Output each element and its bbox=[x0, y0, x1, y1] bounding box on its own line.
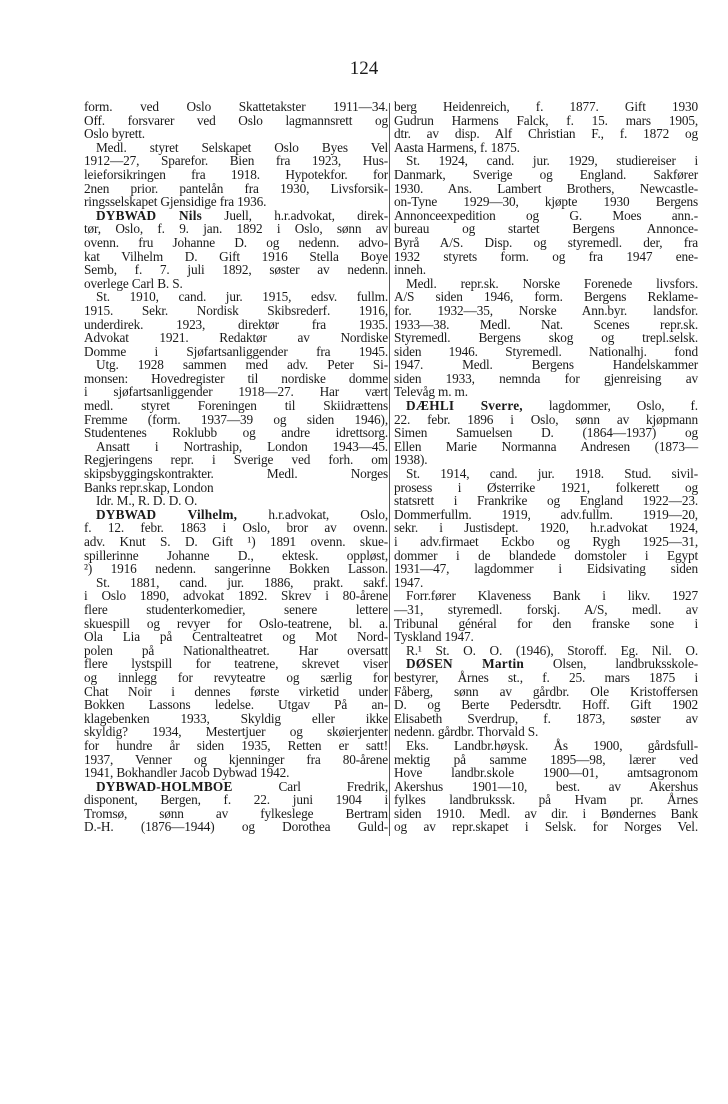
entry-name: DØSEN Martin bbox=[406, 656, 524, 672]
text-line: Fremme (form. 1937—39 og siden 1946), bbox=[84, 411, 388, 427]
entry-heading-dosen-martin bbox=[394, 657, 698, 671]
text-line: siden 1946. Styremedl. Nationalhj. fond bbox=[394, 343, 698, 359]
text-line: f. 12. febr. 1863 i Oslo, bror av ovenn. bbox=[84, 520, 388, 536]
text-line: 1915. Sekr. Nordisk Skibsrederf. 1916, bbox=[84, 302, 388, 318]
text-line: R.¹ St. O. O. (1946), Storoff. Eg. Nil. O. bbox=[406, 642, 698, 658]
text-line: skyldig? 1934, Mestertjuer og skøierjenter bbox=[84, 724, 388, 740]
text-line: og innlegg for revyteatre og særlig for bbox=[84, 669, 388, 685]
page-number: 124 bbox=[349, 58, 379, 79]
text-line: klagebenken 1933, Skyldig eller ikke bbox=[84, 710, 388, 726]
text-line: dtr. av disp. Alf Christian F., f. 1872 og bbox=[394, 126, 698, 142]
text-line: Oslo byrett. bbox=[84, 126, 145, 142]
entry-heading-rest: Carl Fredrik, bbox=[232, 778, 388, 794]
text-line: flere lystspill for teatrene, skrevet viser bbox=[84, 656, 388, 672]
entry-name: DYBWAD Vilhelm, bbox=[96, 506, 238, 522]
text-line: Forr.fører Klaveness Bank i likv. 1927 bbox=[406, 588, 698, 604]
text-line: dommer i de blandede domstoler i Egypt bbox=[394, 547, 698, 563]
text-line: polen på Nationaltheatret. Har oversatt bbox=[84, 642, 388, 658]
text-line: Tromsø, sønn av fylkeslege Bertram bbox=[84, 805, 388, 821]
text-line: —31, styremedl. forskj. A/S, medl. av bbox=[394, 601, 698, 617]
text-line: Hove landbr.skole 1900—01, amtsagronom bbox=[394, 765, 698, 781]
text-line: Utg. 1928 sammen med adv. Peter Si- bbox=[96, 357, 388, 373]
left-column bbox=[84, 100, 388, 834]
text-line: Advokat 1921. Redaktør av Nordiske bbox=[84, 330, 388, 346]
text-line: Chat Noir i dennes første virketid under bbox=[84, 683, 388, 699]
text-line: Eks. Landbr.høysk. Ås 1900, gårdsfull- bbox=[406, 737, 698, 753]
text-line: mektig på samme 1895—98, lærer ved bbox=[394, 751, 698, 767]
text-line: underdirek. 1923, direktør fra 1935. bbox=[84, 316, 388, 332]
text-line: monsen: Hovedregister til nordiske domme bbox=[84, 370, 388, 386]
text-line: Byrå A/S. Disp. og styremedl. der, fra bbox=[394, 234, 698, 250]
text-line: D.-H. (1876—1944) og Dorothea Guld- bbox=[84, 819, 388, 835]
text-line: 1941, Bokhandler Jacob Dybwad 1942. bbox=[84, 765, 290, 781]
text-line: 1933—38. Medl. Nat. Scenes repr.sk. bbox=[394, 316, 698, 332]
text-line: 1947. Medl. Bergens Handelskammer bbox=[394, 357, 698, 373]
text-line: for hundre år siden 1935, Retten er satt! bbox=[84, 737, 388, 753]
text-line: ovenn. fru Johanne D. og nedenn. advo- bbox=[84, 234, 388, 250]
text-line: Bokken Lassons ledelse. Utgav På an- bbox=[84, 697, 388, 713]
text-line: prosess i Østerrike 1921, folkerett og bbox=[394, 479, 698, 495]
text-line: berg Heidenreich, f. 1877. Gift 1930 bbox=[394, 99, 698, 114]
text-line: Gudrun Harmens Falck, f. 15. mars 1905, bbox=[394, 112, 698, 128]
text-line: leieforsikringen fra 1918. Hypotekfor. for bbox=[84, 166, 388, 182]
text-line: 22. febr. 1896 i Oslo, sønn av kjøpmann bbox=[394, 411, 698, 427]
text-line: Simen Samuelsen D. (1864—1937) og bbox=[394, 425, 698, 441]
text-line: spillerinne Johanne D., ektesk. oppløst, bbox=[84, 547, 388, 563]
text-line: 1938). bbox=[394, 452, 428, 468]
text-line: Medl. styret Selskapet Oslo Byes Vel bbox=[96, 139, 388, 155]
text-line: Ansatt i Nortraship, London 1943—45. bbox=[96, 438, 388, 454]
text-line: adv. Knut S. D. Gift ¹) 1891 ovenn. skue- bbox=[84, 534, 388, 549]
text-line: Dommerfullm. 1919, adv.fullm. 1919—20, bbox=[394, 506, 698, 522]
column-divider bbox=[389, 103, 390, 836]
text-line: inneh. bbox=[394, 262, 426, 278]
entry-heading-dybwad-nils bbox=[84, 209, 388, 223]
entry-heading-daehli-sverre bbox=[394, 399, 698, 413]
text-line: D. og Berte Pedersdtr. Hoff. Gift 1902 bbox=[394, 697, 698, 713]
text-line: Ellen Marie Normanna Andresen (1873— bbox=[394, 438, 698, 454]
text-line: Tribunal général for den franske sone i bbox=[394, 615, 698, 631]
text-line: Annonceexpedition og G. Moes ann.- bbox=[394, 207, 698, 223]
text-line: St. 1881, cand. jur. 1886, prakt. sakf. bbox=[96, 574, 388, 590]
entry-heading-rest: Juell, h.r.advokat, direk- bbox=[201, 207, 388, 223]
text-line: form. ved Oslo Skattetakster 1911—34. bbox=[84, 99, 388, 114]
text-line: og av repr.skapet i Selsk. for Norges Vel. bbox=[394, 819, 698, 835]
text-line: 1931—47, lagdommer i Eidsivating siden bbox=[394, 561, 698, 577]
text-line: for. 1932—35, Norske Ann.byr. landsfor. bbox=[394, 302, 698, 318]
entry-name: DYBWAD Nils bbox=[96, 207, 202, 223]
text-line: Off. forsvarer ved Oslo lagmannsrett og bbox=[84, 112, 388, 128]
text-line: Fåberg, sønn av gårdbr. Ole Kristoffersen bbox=[394, 683, 698, 699]
text-line: 1937, Venner og kjenninger fra 80-årene bbox=[84, 751, 388, 767]
text-line: bestyrer, Årnes st., f. 25. mars 1875 i bbox=[394, 669, 698, 685]
entry-heading-dybwad-holmboe bbox=[84, 780, 388, 794]
text-line: Danmark, Sverige og England. Sakfører bbox=[394, 166, 698, 182]
text-line: St. 1910, cand. jur. 1915, edsv. fullm. bbox=[96, 289, 388, 305]
text-line: overlege Carl B. S. bbox=[84, 275, 183, 291]
text-line: 1912—27, Sparefor. Bien fra 1923, Hus- bbox=[84, 153, 388, 169]
text-line: kat Vilhelm D. Gift 1916 Stella Boye bbox=[84, 248, 388, 264]
text-line: St. 1924, cand. jur. 1929, studiereiser i bbox=[406, 153, 698, 169]
text-line: Banks repr.skap, London bbox=[84, 479, 214, 495]
entry-name: DÆHLI Sverre, bbox=[406, 398, 523, 414]
text-line: Domme i Sjøfartsanliggender fra 1945. bbox=[84, 343, 388, 359]
text-line: tør, Oslo, f. 9. jan. 1892 i Oslo, sønn av bbox=[84, 221, 388, 237]
text-line: disponent, Bergen, f. 22. juni 1904 i bbox=[84, 792, 388, 808]
text-line: nedenn. gårdbr. Thorvald S. bbox=[394, 724, 539, 740]
text-line: i adv.firmaet Eckbo og Rygh 1925—31, bbox=[394, 534, 698, 549]
text-line: Elisabeth Sverdrup, f. 1873, søster av bbox=[394, 710, 698, 726]
text-line: i Oslo 1890, advokat 1892. Skrev i 80-årene bbox=[84, 588, 388, 604]
text-line: Regjeringens repr. i Sverige ved forh. om bbox=[84, 452, 388, 468]
entry-heading-rest: Olsen, landbruksskole- bbox=[523, 656, 699, 672]
text-line: bureau og startet Bergens Annonce- bbox=[394, 221, 698, 237]
text-line: Semb, f. 7. juli 1892, søster av nedenn. bbox=[84, 262, 388, 278]
text-line: Styremedl. Bergens skog og trepl.selsk. bbox=[394, 330, 698, 346]
text-line: flere studenterkomedier, senere lettere bbox=[84, 601, 388, 617]
text-line: A/S siden 1946, form. Bergens Reklame- bbox=[394, 289, 698, 305]
text-line: ²) 1916 nedenn. sangerinne Bokken Lasson. bbox=[84, 561, 388, 577]
text-line: sekr. i Justisdept. 1920, h.r.advokat 1924, bbox=[394, 520, 698, 536]
entry-heading-dybwad-vilhelm bbox=[84, 508, 388, 522]
text-line: Aasta Harmens, f. 1875. bbox=[394, 139, 520, 155]
text-line: skipsbyggingskontrakter. Medl. Norges bbox=[84, 466, 388, 482]
text-line: siden 1933, nemnda for gjenreising av bbox=[394, 370, 698, 386]
text-line: Idr. M., R. D. D. O. bbox=[96, 493, 198, 509]
text-line: skuespill og revyer for Oslo-teatrene, bl. a. bbox=[84, 615, 388, 631]
text-line: St. 1914, cand. jur. 1918. Stud. sivil- bbox=[406, 466, 698, 482]
text-line: Studentenes Roklubb og andre idrettsorg. bbox=[84, 425, 388, 441]
entry-heading-rest: h.r.advokat, Oslo, bbox=[237, 506, 388, 522]
text-line: ringsselskapet Gjensidige fra 1936. bbox=[84, 194, 267, 210]
text-line: Akershus 1901—10, best. av Akershus bbox=[394, 778, 698, 794]
entry-name: DYBWAD-HOLMBOE bbox=[96, 778, 233, 794]
text-line: 1947. bbox=[394, 574, 424, 590]
text-line: Tyskland 1947. bbox=[394, 629, 474, 645]
text-line: Medl. repr.sk. Norske Forenede livsfors. bbox=[406, 275, 698, 291]
text-line: 2nen prior. pantelån fra 1930, Livsforsik- bbox=[84, 180, 388, 196]
right-column bbox=[394, 100, 698, 834]
text-line: on-Tyne 1929—30, kjøpte 1930 Bergens bbox=[394, 194, 698, 210]
text-line: medl. styret Foreningen til Skiidrættens bbox=[84, 398, 388, 414]
text-line: 1932 styrets form. og fra 1947 ene- bbox=[394, 248, 698, 264]
text-line: Ola Lia på Centralteatret og Mot Nord- bbox=[84, 629, 388, 645]
text-line: 1930. Ans. Lambert Brothers, Newcastle- bbox=[394, 180, 698, 196]
text-line: siden 1910. Medl. av dir. i Bøndernes Bank bbox=[394, 805, 698, 821]
text-line: i sjøfartsanliggender 1918—27. Har vært bbox=[84, 384, 388, 400]
text-line: Televåg m. m. bbox=[394, 384, 468, 400]
text-line: fylkes landbrukssk. på Hvam pr. Årnes bbox=[394, 792, 698, 808]
text-line: statsrett i Frankrike og England 1922—23. bbox=[394, 493, 698, 509]
entry-heading-rest: lagdommer, Oslo, f. bbox=[522, 398, 698, 414]
